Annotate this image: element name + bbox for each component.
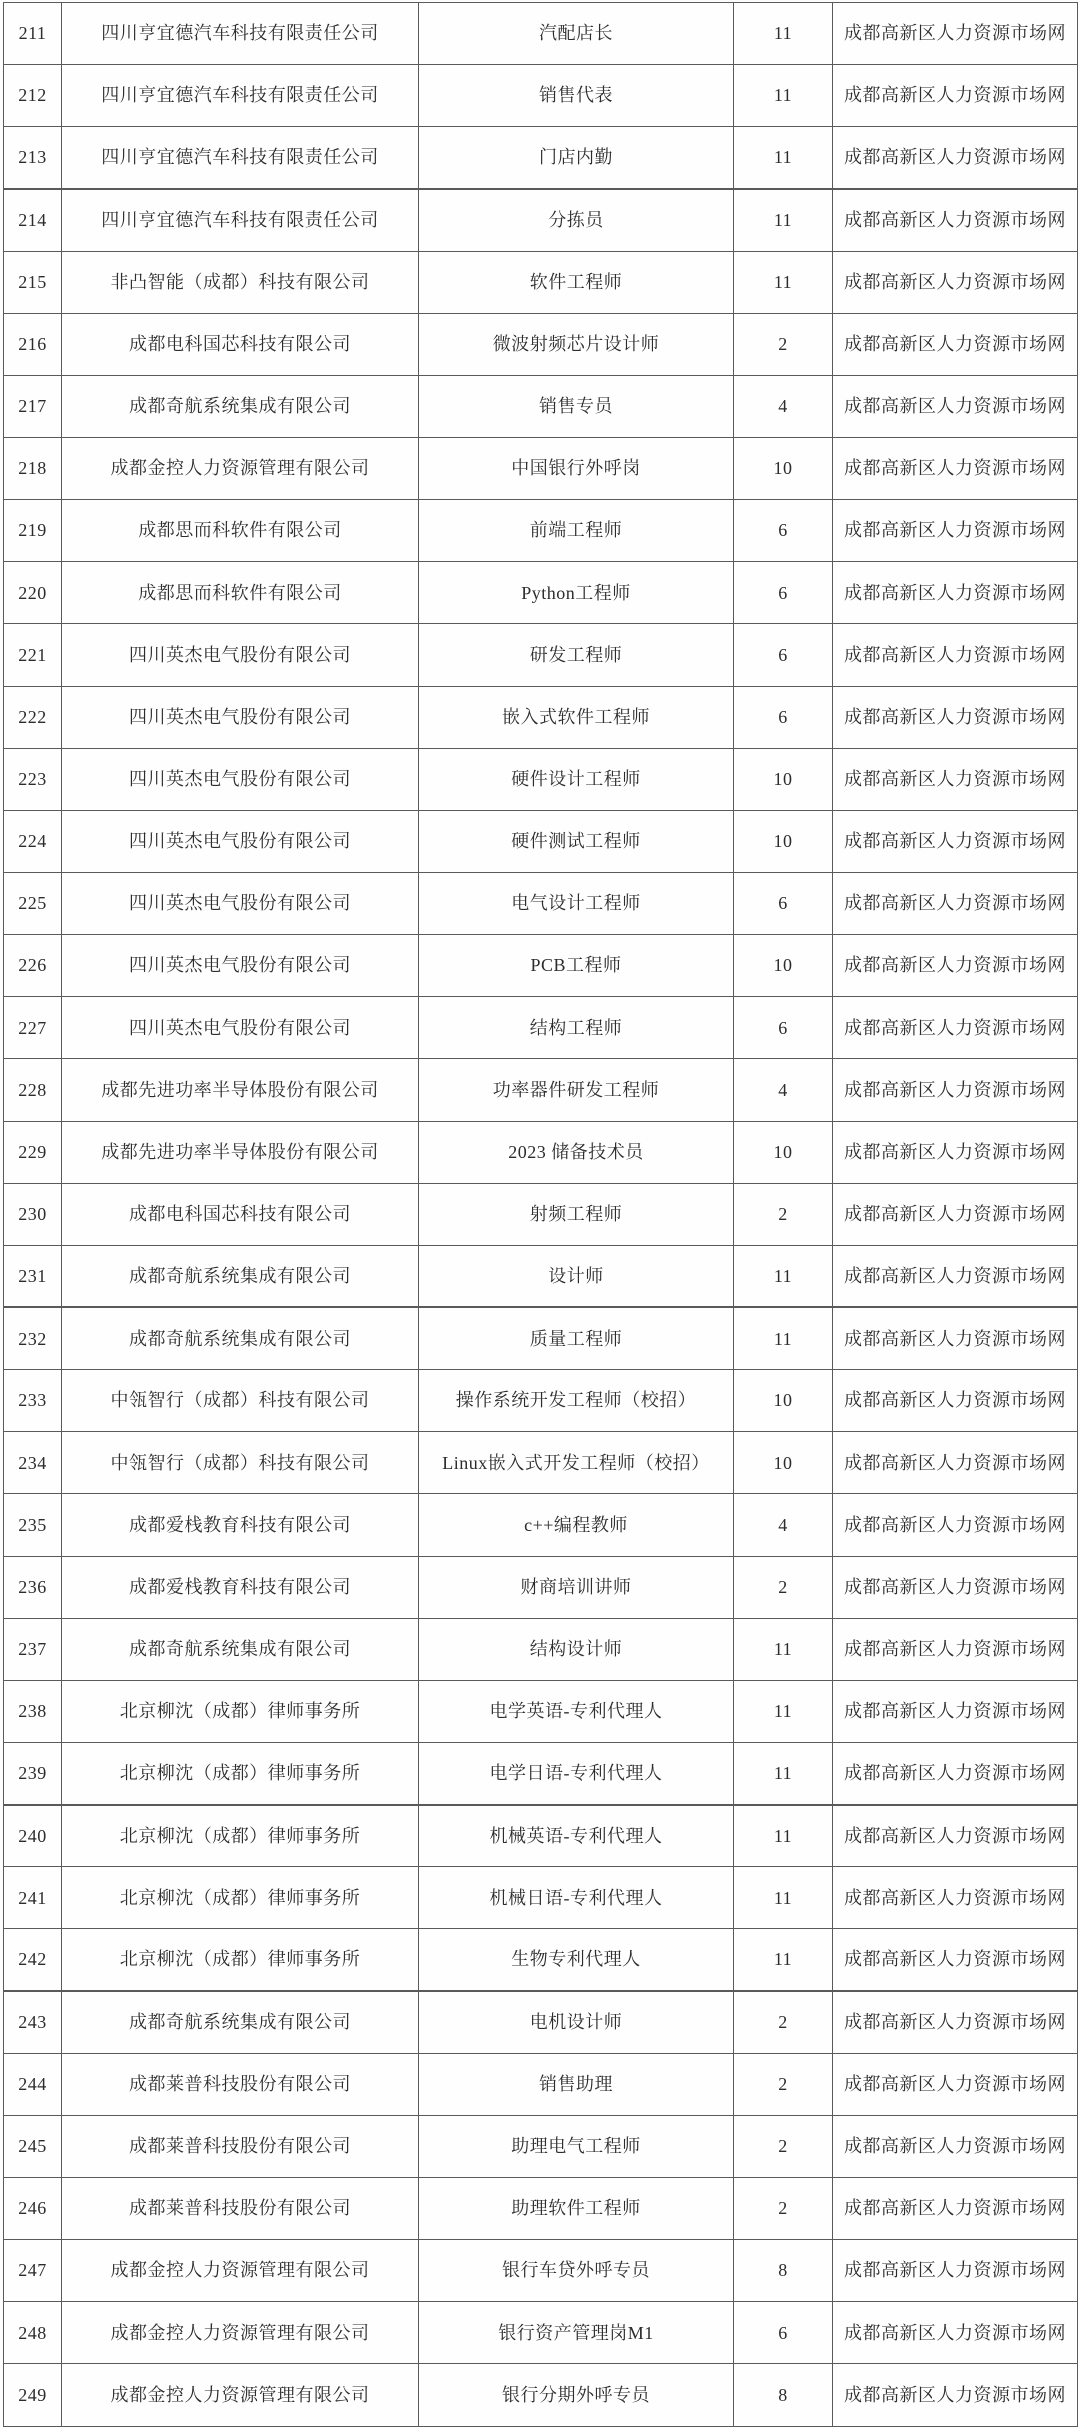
row-number-cell: 246 xyxy=(4,2177,62,2239)
source-cell: 成都高新区人力资源市场网 xyxy=(833,127,1078,189)
headcount-cell: 11 xyxy=(734,127,833,189)
headcount-cell: 10 xyxy=(734,748,833,810)
company-cell: 北京柳沈（成都）律师事务所 xyxy=(62,1680,419,1742)
company-cell: 四川英杰电气股份有限公司 xyxy=(62,935,419,997)
row-number-cell: 226 xyxy=(4,935,62,997)
company-cell: 四川英杰电气股份有限公司 xyxy=(62,810,419,872)
headcount-cell: 10 xyxy=(734,810,833,872)
company-cell: 四川英杰电气股份有限公司 xyxy=(62,624,419,686)
source-cell: 成都高新区人力资源市场网 xyxy=(833,1059,1078,1121)
company-cell: 成都先进功率半导体股份有限公司 xyxy=(62,1059,419,1121)
source-cell: 成都高新区人力资源市场网 xyxy=(833,748,1078,810)
position-cell: 结构工程师 xyxy=(419,997,734,1059)
row-number-cell: 224 xyxy=(4,810,62,872)
source-cell: 成都高新区人力资源市场网 xyxy=(833,1307,1078,1369)
position-cell: 结构设计师 xyxy=(419,1618,734,1680)
table-row xyxy=(4,686,1078,748)
source-cell: 成都高新区人力资源市场网 xyxy=(833,2302,1078,2364)
headcount-cell: 11 xyxy=(734,3,833,65)
table-row xyxy=(4,1929,1078,1991)
company-cell: 成都奇航系统集成有限公司 xyxy=(62,1245,419,1307)
company-cell: 成都奇航系统集成有限公司 xyxy=(62,1307,419,1369)
table-row xyxy=(4,624,1078,686)
position-cell: 嵌入式软件工程师 xyxy=(419,686,734,748)
row-number-cell: 248 xyxy=(4,2302,62,2364)
row-number-cell: 247 xyxy=(4,2240,62,2302)
position-cell: 射频工程师 xyxy=(419,1183,734,1245)
row-number-cell: 232 xyxy=(4,1307,62,1369)
table-row xyxy=(4,2177,1078,2239)
source-cell: 成都高新区人力资源市场网 xyxy=(833,624,1078,686)
position-cell: Python工程师 xyxy=(419,562,734,624)
source-cell: 成都高新区人力资源市场网 xyxy=(833,437,1078,499)
source-cell: 成都高新区人力资源市场网 xyxy=(833,313,1078,375)
company-cell: 成都金控人力资源管理有限公司 xyxy=(62,2364,419,2427)
row-number-cell: 215 xyxy=(4,251,62,313)
headcount-cell: 11 xyxy=(734,1307,833,1369)
company-cell: 成都思而科软件有限公司 xyxy=(62,562,419,624)
source-cell: 成都高新区人力资源市场网 xyxy=(833,1494,1078,1556)
table-row xyxy=(4,1991,1078,2053)
source-cell: 成都高新区人力资源市场网 xyxy=(833,251,1078,313)
headcount-cell: 2 xyxy=(734,2177,833,2239)
table-row xyxy=(4,1183,1078,1245)
source-cell: 成都高新区人力资源市场网 xyxy=(833,1245,1078,1307)
table-row xyxy=(4,562,1078,624)
row-number-cell: 233 xyxy=(4,1370,62,1432)
table-row xyxy=(4,1059,1078,1121)
row-number-cell: 238 xyxy=(4,1680,62,1742)
table-row xyxy=(4,3,1078,65)
row-number-cell: 211 xyxy=(4,3,62,65)
row-number-cell: 214 xyxy=(4,189,62,251)
source-cell: 成都高新区人力资源市场网 xyxy=(833,500,1078,562)
source-cell: 成都高新区人力资源市场网 xyxy=(833,2053,1078,2115)
headcount-cell: 2 xyxy=(734,2053,833,2115)
position-cell: 2023 储备技术员 xyxy=(419,1121,734,1183)
position-cell: 财商培训讲师 xyxy=(419,1556,734,1618)
table-row xyxy=(4,997,1078,1059)
headcount-cell: 11 xyxy=(734,1618,833,1680)
headcount-cell: 4 xyxy=(734,1494,833,1556)
position-cell: 设计师 xyxy=(419,1245,734,1307)
row-number-cell: 225 xyxy=(4,872,62,934)
row-number-cell: 221 xyxy=(4,624,62,686)
position-cell: 机械英语-专利代理人 xyxy=(419,1805,734,1867)
table-row xyxy=(4,1805,1078,1867)
row-number-cell: 249 xyxy=(4,2364,62,2427)
headcount-cell: 11 xyxy=(734,1929,833,1991)
position-cell: 微波射频芯片设计师 xyxy=(419,313,734,375)
table-row xyxy=(4,189,1078,251)
table-row xyxy=(4,1742,1078,1804)
position-cell: 机械日语-专利代理人 xyxy=(419,1867,734,1929)
headcount-cell: 2 xyxy=(734,1991,833,2053)
table-row xyxy=(4,127,1078,189)
source-cell: 成都高新区人力资源市场网 xyxy=(833,2364,1078,2427)
table-row xyxy=(4,375,1078,437)
position-cell: 前端工程师 xyxy=(419,500,734,562)
headcount-cell: 2 xyxy=(734,1183,833,1245)
row-number-cell: 231 xyxy=(4,1245,62,1307)
company-cell: 四川英杰电气股份有限公司 xyxy=(62,686,419,748)
table-row xyxy=(4,1121,1078,1183)
headcount-cell: 11 xyxy=(734,189,833,251)
company-cell: 四川亨宜德汽车科技有限责任公司 xyxy=(62,189,419,251)
source-cell: 成都高新区人力资源市场网 xyxy=(833,189,1078,251)
table-row xyxy=(4,1307,1078,1369)
row-number-cell: 229 xyxy=(4,1121,62,1183)
headcount-cell: 6 xyxy=(734,500,833,562)
company-cell: 北京柳沈（成都）律师事务所 xyxy=(62,1867,419,1929)
table-row xyxy=(4,1556,1078,1618)
company-cell: 成都思而科软件有限公司 xyxy=(62,500,419,562)
headcount-cell: 11 xyxy=(734,1245,833,1307)
headcount-cell: 2 xyxy=(734,2115,833,2177)
position-cell: 助理电气工程师 xyxy=(419,2115,734,2177)
company-cell: 四川英杰电气股份有限公司 xyxy=(62,748,419,810)
table-row xyxy=(4,251,1078,313)
row-number-cell: 245 xyxy=(4,2115,62,2177)
position-cell: 电学英语-专利代理人 xyxy=(419,1680,734,1742)
source-cell: 成都高新区人力资源市场网 xyxy=(833,1432,1078,1494)
company-cell: 成都奇航系统集成有限公司 xyxy=(62,375,419,437)
position-cell: 硬件测试工程师 xyxy=(419,810,734,872)
table-row xyxy=(4,1432,1078,1494)
source-cell: 成都高新区人力资源市场网 xyxy=(833,1121,1078,1183)
position-cell: 银行车贷外呼专员 xyxy=(419,2240,734,2302)
company-cell: 北京柳沈（成都）律师事务所 xyxy=(62,1742,419,1804)
company-cell: 四川英杰电气股份有限公司 xyxy=(62,997,419,1059)
position-cell: 操作系统开发工程师（校招） xyxy=(419,1370,734,1432)
table-row xyxy=(4,313,1078,375)
row-number-cell: 237 xyxy=(4,1618,62,1680)
job-table-body xyxy=(4,3,1078,2427)
headcount-cell: 10 xyxy=(734,1121,833,1183)
source-cell: 成都高新区人力资源市场网 xyxy=(833,1370,1078,1432)
company-cell: 中瓴智行（成都）科技有限公司 xyxy=(62,1370,419,1432)
table-row xyxy=(4,810,1078,872)
row-number-cell: 234 xyxy=(4,1432,62,1494)
company-cell: 成都莱普科技股份有限公司 xyxy=(62,2115,419,2177)
table-row xyxy=(4,872,1078,934)
job-listing-table xyxy=(3,2,1078,2427)
position-cell: 助理软件工程师 xyxy=(419,2177,734,2239)
table-row xyxy=(4,1245,1078,1307)
source-cell: 成都高新区人力资源市场网 xyxy=(833,1929,1078,1991)
headcount-cell: 10 xyxy=(734,935,833,997)
source-cell: 成都高新区人力资源市场网 xyxy=(833,1680,1078,1742)
row-number-cell: 241 xyxy=(4,1867,62,1929)
headcount-cell: 6 xyxy=(734,686,833,748)
position-cell: 门店内勤 xyxy=(419,127,734,189)
position-cell: 硬件设计工程师 xyxy=(419,748,734,810)
company-cell: 非凸智能（成都）科技有限公司 xyxy=(62,251,419,313)
source-cell: 成都高新区人力资源市场网 xyxy=(833,2115,1078,2177)
position-cell: 生物专利代理人 xyxy=(419,1929,734,1991)
position-cell: 电学日语-专利代理人 xyxy=(419,1742,734,1804)
row-number-cell: 243 xyxy=(4,1991,62,2053)
source-cell: 成都高新区人力资源市场网 xyxy=(833,1183,1078,1245)
source-cell: 成都高新区人力资源市场网 xyxy=(833,3,1078,65)
position-cell: 银行分期外呼专员 xyxy=(419,2364,734,2427)
company-cell: 北京柳沈（成都）律师事务所 xyxy=(62,1805,419,1867)
position-cell: 销售代表 xyxy=(419,65,734,127)
company-cell: 成都电科国芯科技有限公司 xyxy=(62,313,419,375)
row-number-cell: 242 xyxy=(4,1929,62,1991)
headcount-cell: 6 xyxy=(734,562,833,624)
row-number-cell: 216 xyxy=(4,313,62,375)
headcount-cell: 6 xyxy=(734,2302,833,2364)
company-cell: 中瓴智行（成都）科技有限公司 xyxy=(62,1432,419,1494)
table-row xyxy=(4,437,1078,499)
company-cell: 成都莱普科技股份有限公司 xyxy=(62,2053,419,2115)
company-cell: 成都爱栈教育科技有限公司 xyxy=(62,1556,419,1618)
headcount-cell: 11 xyxy=(734,1680,833,1742)
headcount-cell: 10 xyxy=(734,1432,833,1494)
position-cell: Linux嵌入式开发工程师（校招） xyxy=(419,1432,734,1494)
position-cell: 销售助理 xyxy=(419,2053,734,2115)
table-row xyxy=(4,65,1078,127)
row-number-cell: 223 xyxy=(4,748,62,810)
company-cell: 四川亨宜德汽车科技有限责任公司 xyxy=(62,3,419,65)
position-cell: 研发工程师 xyxy=(419,624,734,686)
row-number-cell: 236 xyxy=(4,1556,62,1618)
position-cell: 汽配店长 xyxy=(419,3,734,65)
source-cell: 成都高新区人力资源市场网 xyxy=(833,562,1078,624)
row-number-cell: 239 xyxy=(4,1742,62,1804)
headcount-cell: 6 xyxy=(734,624,833,686)
company-cell: 成都莱普科技股份有限公司 xyxy=(62,2177,419,2239)
table-row xyxy=(4,935,1078,997)
source-cell: 成都高新区人力资源市场网 xyxy=(833,997,1078,1059)
source-cell: 成都高新区人力资源市场网 xyxy=(833,1805,1078,1867)
source-cell: 成都高新区人力资源市场网 xyxy=(833,1556,1078,1618)
position-cell: 功率器件研发工程师 xyxy=(419,1059,734,1121)
headcount-cell: 6 xyxy=(734,997,833,1059)
company-cell: 北京柳沈（成都）律师事务所 xyxy=(62,1929,419,1991)
company-cell: 成都奇航系统集成有限公司 xyxy=(62,1618,419,1680)
company-cell: 成都金控人力资源管理有限公司 xyxy=(62,437,419,499)
headcount-cell: 10 xyxy=(734,437,833,499)
headcount-cell: 11 xyxy=(734,1805,833,1867)
row-number-cell: 220 xyxy=(4,562,62,624)
position-cell: 中国银行外呼岗 xyxy=(419,437,734,499)
row-number-cell: 240 xyxy=(4,1805,62,1867)
headcount-cell: 6 xyxy=(734,872,833,934)
row-number-cell: 212 xyxy=(4,65,62,127)
source-cell: 成都高新区人力资源市场网 xyxy=(833,810,1078,872)
position-cell: 质量工程师 xyxy=(419,1307,734,1369)
row-number-cell: 235 xyxy=(4,1494,62,1556)
source-cell: 成都高新区人力资源市场网 xyxy=(833,65,1078,127)
position-cell: PCB工程师 xyxy=(419,935,734,997)
position-cell: 软件工程师 xyxy=(419,251,734,313)
table-row xyxy=(4,1494,1078,1556)
position-cell: 电气设计工程师 xyxy=(419,872,734,934)
position-cell: c++编程教师 xyxy=(419,1494,734,1556)
table-row xyxy=(4,2053,1078,2115)
position-cell: 分拣员 xyxy=(419,189,734,251)
headcount-cell: 10 xyxy=(734,1370,833,1432)
headcount-cell: 11 xyxy=(734,251,833,313)
headcount-cell: 11 xyxy=(734,65,833,127)
source-cell: 成都高新区人力资源市场网 xyxy=(833,1991,1078,2053)
source-cell: 成都高新区人力资源市场网 xyxy=(833,1742,1078,1804)
headcount-cell: 11 xyxy=(734,1742,833,1804)
headcount-cell: 4 xyxy=(734,1059,833,1121)
row-number-cell: 217 xyxy=(4,375,62,437)
headcount-cell: 8 xyxy=(734,2240,833,2302)
row-number-cell: 213 xyxy=(4,127,62,189)
headcount-cell: 11 xyxy=(734,1867,833,1929)
company-cell: 成都先进功率半导体股份有限公司 xyxy=(62,1121,419,1183)
source-cell: 成都高新区人力资源市场网 xyxy=(833,375,1078,437)
position-cell: 电机设计师 xyxy=(419,1991,734,2053)
table-row xyxy=(4,2115,1078,2177)
company-cell: 成都奇航系统集成有限公司 xyxy=(62,1991,419,2053)
row-number-cell: 222 xyxy=(4,686,62,748)
position-cell: 销售专员 xyxy=(419,375,734,437)
headcount-cell: 8 xyxy=(734,2364,833,2427)
source-cell: 成都高新区人力资源市场网 xyxy=(833,2240,1078,2302)
headcount-cell: 4 xyxy=(734,375,833,437)
company-cell: 四川亨宜德汽车科技有限责任公司 xyxy=(62,65,419,127)
row-number-cell: 227 xyxy=(4,997,62,1059)
source-cell: 成都高新区人力资源市场网 xyxy=(833,686,1078,748)
table-row xyxy=(4,2240,1078,2302)
table-row xyxy=(4,1370,1078,1432)
source-cell: 成都高新区人力资源市场网 xyxy=(833,1867,1078,1929)
table-row xyxy=(4,2364,1078,2427)
table-row xyxy=(4,2302,1078,2364)
row-number-cell: 230 xyxy=(4,1183,62,1245)
company-cell: 四川亨宜德汽车科技有限责任公司 xyxy=(62,127,419,189)
company-cell: 成都金控人力资源管理有限公司 xyxy=(62,2240,419,2302)
row-number-cell: 219 xyxy=(4,500,62,562)
row-number-cell: 228 xyxy=(4,1059,62,1121)
row-number-cell: 218 xyxy=(4,437,62,499)
company-cell: 成都金控人力资源管理有限公司 xyxy=(62,2302,419,2364)
headcount-cell: 2 xyxy=(734,1556,833,1618)
table-row xyxy=(4,748,1078,810)
source-cell: 成都高新区人力资源市场网 xyxy=(833,2177,1078,2239)
table-row xyxy=(4,1618,1078,1680)
position-cell: 银行资产管理岗M1 xyxy=(419,2302,734,2364)
table-row xyxy=(4,500,1078,562)
company-cell: 成都爱栈教育科技有限公司 xyxy=(62,1494,419,1556)
row-number-cell: 244 xyxy=(4,2053,62,2115)
table-row xyxy=(4,1867,1078,1929)
company-cell: 成都电科国芯科技有限公司 xyxy=(62,1183,419,1245)
source-cell: 成都高新区人力资源市场网 xyxy=(833,872,1078,934)
source-cell: 成都高新区人力资源市场网 xyxy=(833,935,1078,997)
table-row xyxy=(4,1680,1078,1742)
source-cell: 成都高新区人力资源市场网 xyxy=(833,1618,1078,1680)
headcount-cell: 2 xyxy=(734,313,833,375)
company-cell: 四川英杰电气股份有限公司 xyxy=(62,872,419,934)
